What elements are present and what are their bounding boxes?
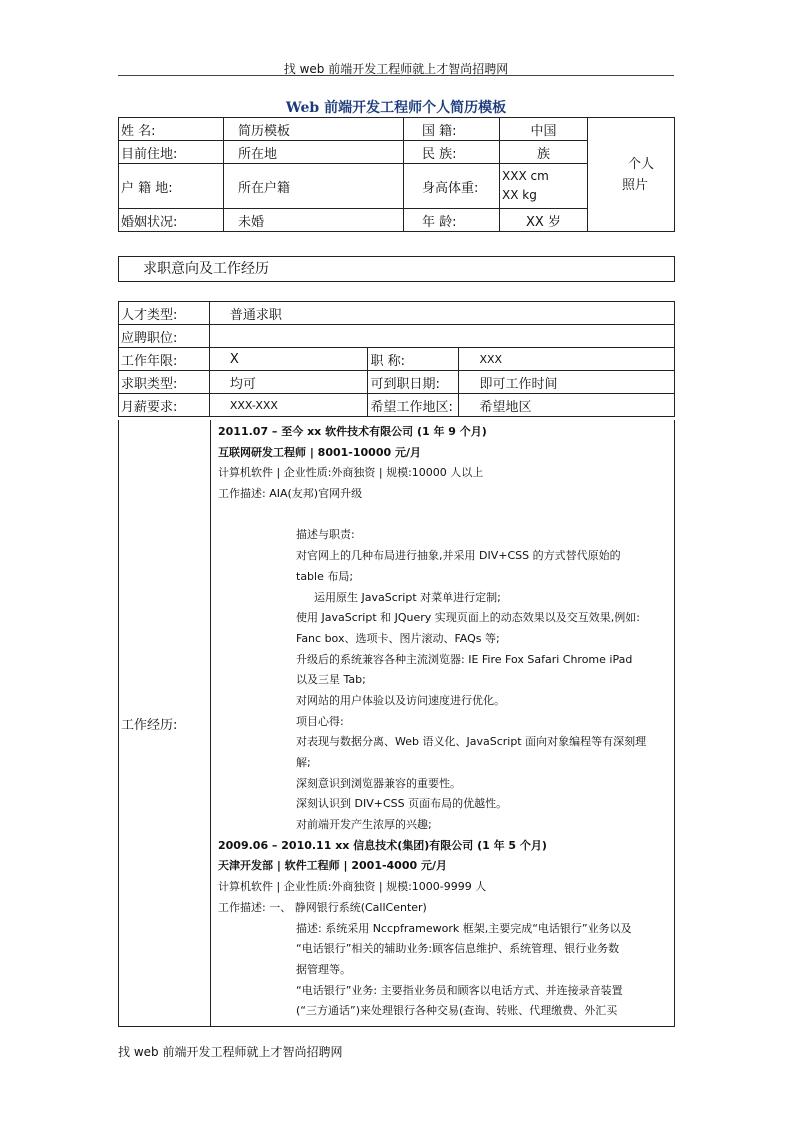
height-weight-value [500,164,588,209]
job-type-label: 求职类型: [119,371,210,394]
work-experience-block [118,420,675,1027]
ethnic-label: 民 族: [404,141,500,164]
work-experience-label: 工作经历: [121,718,178,733]
work-area-label: 希望工作地区: [368,394,459,417]
header-divider [118,75,674,76]
document-title: Web 前端开发工程师个人简历模板 [285,100,507,116]
available-value: 即可工作时间 [459,371,675,394]
work-area-value: 希望地区 [459,394,675,417]
job2-description-title: 工作描述: 一、 静网银行系统(CallCenter) [218,900,427,914]
height-value: XXX cm [502,169,549,183]
work-experience-content [218,422,670,1022]
hukou-label: 户 籍 地: [119,164,224,209]
job2-text-line: “电话银行”业务: 主要指业务员和顾客以电话方式、并连接录音装置 [296,983,623,997]
job1-text-line: 以及三星 Tab; [296,673,366,687]
job2-company-info: 计算机软件 | 企业性质:外商独资 | 规模:1000-9999 人 [218,880,487,894]
job1-company-info: 计算机软件 | 企业性质:外商独资 | 规模:10000 人以上 [218,466,484,480]
photo-placeholder [588,118,675,232]
job2-text-line: 据管理等。 [296,962,351,976]
job1-description-title: 工作描述: AIA(友邦)官网升级 [218,487,363,501]
basic-info-table [118,117,675,232]
job1-text-line: 描述与职责: [296,528,355,542]
job-title-value: XXX [459,348,675,371]
job1-text-line: 使用 JavaScript 和 JQuery 实现页面上的动态效果以及交互效果,例如: [296,611,641,625]
job1-text-line: 对官网上的几种布局进行抽象,并采用 DIV+CSS 的方式替代原始的 [296,549,621,563]
job2-period: 2009.06 – 2010.11 xx 信息技术(集团)有限公司 (1 年 5 个月) [218,838,547,852]
hukou-value: 所在户籍 [224,164,404,209]
job1-period: 2011.07 – 至今 xx 软件技术有限公司 (1 年 9 个月) [218,425,487,438]
job1-text-line: 运用原生 JavaScript 对菜单进行定制; [314,590,501,604]
job-title-label: 职 称: [368,348,459,371]
page-footer: 找 web 前端开发工程师就上才智尚招聘网 [118,1045,343,1059]
job1-text-line: 对网站的用户体验以及访问速度进行优化。 [296,693,505,707]
weight-value: XX kg [502,188,537,202]
marriage-value: 未婚 [224,209,404,232]
section-title-job-intent: 求职意向及工作经历 [118,256,675,282]
photo-label-line2: 照片 [621,177,648,193]
job1-role: 互联网研发工程师 | 8001-10000 元/月 [218,445,421,459]
job-type-value: 均可 [209,371,368,394]
years-value: X [209,348,368,371]
age-value: XX 岁 [500,209,588,232]
job1-text-line: 深刻意识到浏览器兼容的重要性。 [296,776,461,790]
name-value: 简历模板 [224,118,404,141]
job-intent-table [118,301,675,417]
years-label: 工作年限: [119,348,210,371]
job1-text-line: Fanc box、选项卡、图片滚动、FAQs 等; [296,631,500,645]
height-weight-label: 身高体重: [404,164,500,209]
position-value [209,325,674,348]
job1-text-line: 深刻认识到 DIV+CSS 页面布局的优越性。 [296,797,508,811]
job1-text-line: 项目心得: [296,714,344,728]
job1-text-line: 对前端开发产生浓厚的兴趣; [296,818,432,832]
age-label: 年 龄: [404,209,500,232]
name-label: 姓 名: [119,118,224,141]
address-label: 目前住地: [119,141,224,164]
job2-text-line: (“三方通话”)来处理银行各种交易(查询、转账、代理缴费、外汇买 [296,1004,618,1018]
available-label: 可到职日期: [368,371,459,394]
job2-role: 天津开发部 | 软件工程师 | 2001-4000 元/月 [218,859,447,873]
page-header: 找 web 前端开发工程师就上才智尚招聘网 [283,62,509,76]
job1-text-line: 升级后的系统兼容各种主流浏览器: IE Fire Fox Safari Chrome iPad [296,652,633,666]
nation-label: 国 籍: [404,118,500,141]
salary-label: 月薪要求: [119,394,210,417]
address-value: 所在地 [224,141,404,164]
salary-value: XXX-XXX [209,394,368,417]
blank-line [218,505,670,526]
work-experience-label-cell [119,420,211,1026]
ethnic-value: 族 [500,141,588,164]
position-label: 应聘职位: [119,325,210,348]
job1-text-line: 对表现与数据分离、Web 语义化、JavaScript 面向对象编程等有深刻理 [296,735,647,749]
job1-text-line: table 布局; [296,569,354,583]
job2-text-line: 描述: 系统采用 Nccpframework 框架,主要完成“电话银行”业务以及 [296,921,632,935]
job1-text-line: 解; [296,756,311,769]
talent-type-label: 人才类型: [119,302,210,325]
nation-value: 中国 [500,118,588,141]
photo-label-line1: 个人 [627,156,654,172]
job2-text-line: “电话银行”相关的辅助业务:顾客信息维护、系统管理、银行业务数 [296,942,620,956]
talent-type-value: 普通求职 [209,302,674,325]
marriage-label: 婚姻状况: [119,209,224,232]
